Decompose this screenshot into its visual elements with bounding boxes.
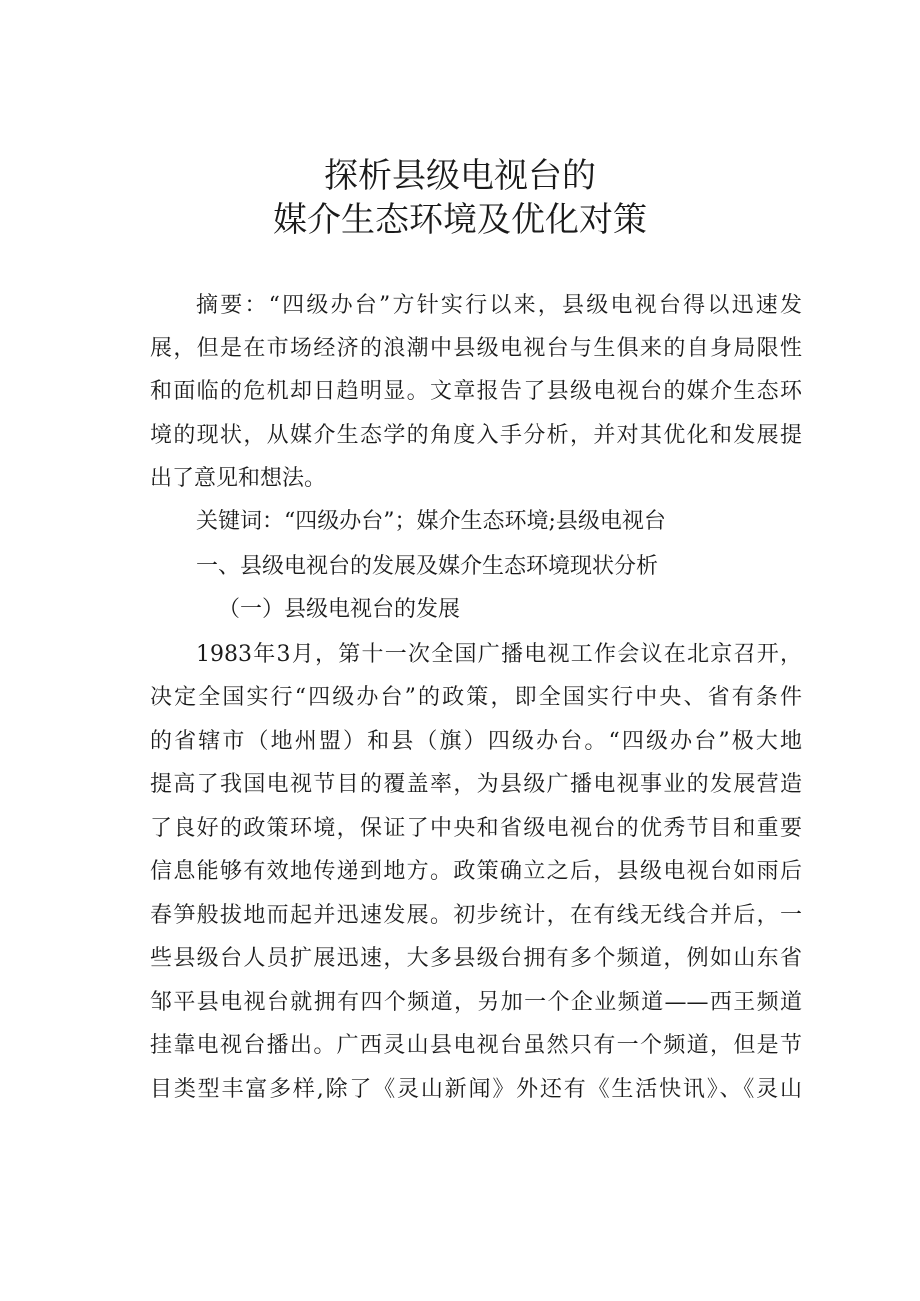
abstract-line: 和面临的危机却日趋明显。文章报告了县级电视台的媒介生态环 bbox=[150, 379, 802, 404]
paragraph-line: 些县级台人员扩展迅速，大多县级台拥有多个频道，例如山东省 bbox=[150, 946, 802, 971]
document-title-line-1: 探析县级电视台的 bbox=[324, 156, 596, 196]
subsection-heading: （一）县级电视台的发展 bbox=[218, 597, 461, 622]
paragraph-line: 信息能够有效地传递到地方。政策确立之后，县级电视台如雨后 bbox=[150, 859, 802, 884]
paragraph-line: 提高了我国电视节目的覆盖率，为县级广播电视事业的发展营造 bbox=[150, 772, 802, 797]
abstract-line: 出了意见和想法。 bbox=[150, 466, 327, 491]
section-heading: 一、县级电视台的发展及媒介生态环境现状分析 bbox=[196, 554, 659, 579]
paragraph-line: 的省辖市（地州盟）和县（旗）四级办台。“四级办台”极大地 bbox=[150, 729, 802, 754]
abstract-line: 摘要：“四级办台”方针实行以来，县级电视台得以迅速发 bbox=[196, 293, 802, 318]
paragraph-line: 邹平县电视台就拥有四个频道，另加一个企业频道——西王频道 bbox=[150, 990, 802, 1015]
abstract-line: 境的现状，从媒介生态学的角度入手分析，并对其优化和发展提 bbox=[150, 423, 802, 448]
paragraph-line: 1983年3月，第十一次全国广播电视工作会议在北京召开， bbox=[196, 642, 802, 667]
keywords: 关键词：“四级办台”；媒介生态环境;县级电视台 bbox=[196, 509, 666, 534]
paragraph-line: 了良好的政策环境，保证了中央和省级电视台的优秀节目和重要 bbox=[150, 816, 802, 841]
paragraph-line: 目类型丰富多样,除了《灵山新闻》外还有《生活快讯》、《灵山 bbox=[150, 1077, 802, 1102]
paragraph-line: 挂靠电视台播出。广西灵山县电视台虽然只有一个频道，但是节 bbox=[150, 1033, 802, 1058]
document-title-line-2: 媒介生态环境及优化对策 bbox=[273, 200, 647, 240]
abstract-line: 展，但是在市场经济的浪潮中县级电视台与生俱来的自身局限性 bbox=[150, 336, 802, 361]
paragraph-line: 春笋般拔地而起并迅速发展。初步统计，在有线无线合并后，一 bbox=[150, 903, 802, 928]
paragraph-line: 决定全国实行“四级办台”的政策，即全国实行中央、省有条件 bbox=[150, 685, 802, 710]
